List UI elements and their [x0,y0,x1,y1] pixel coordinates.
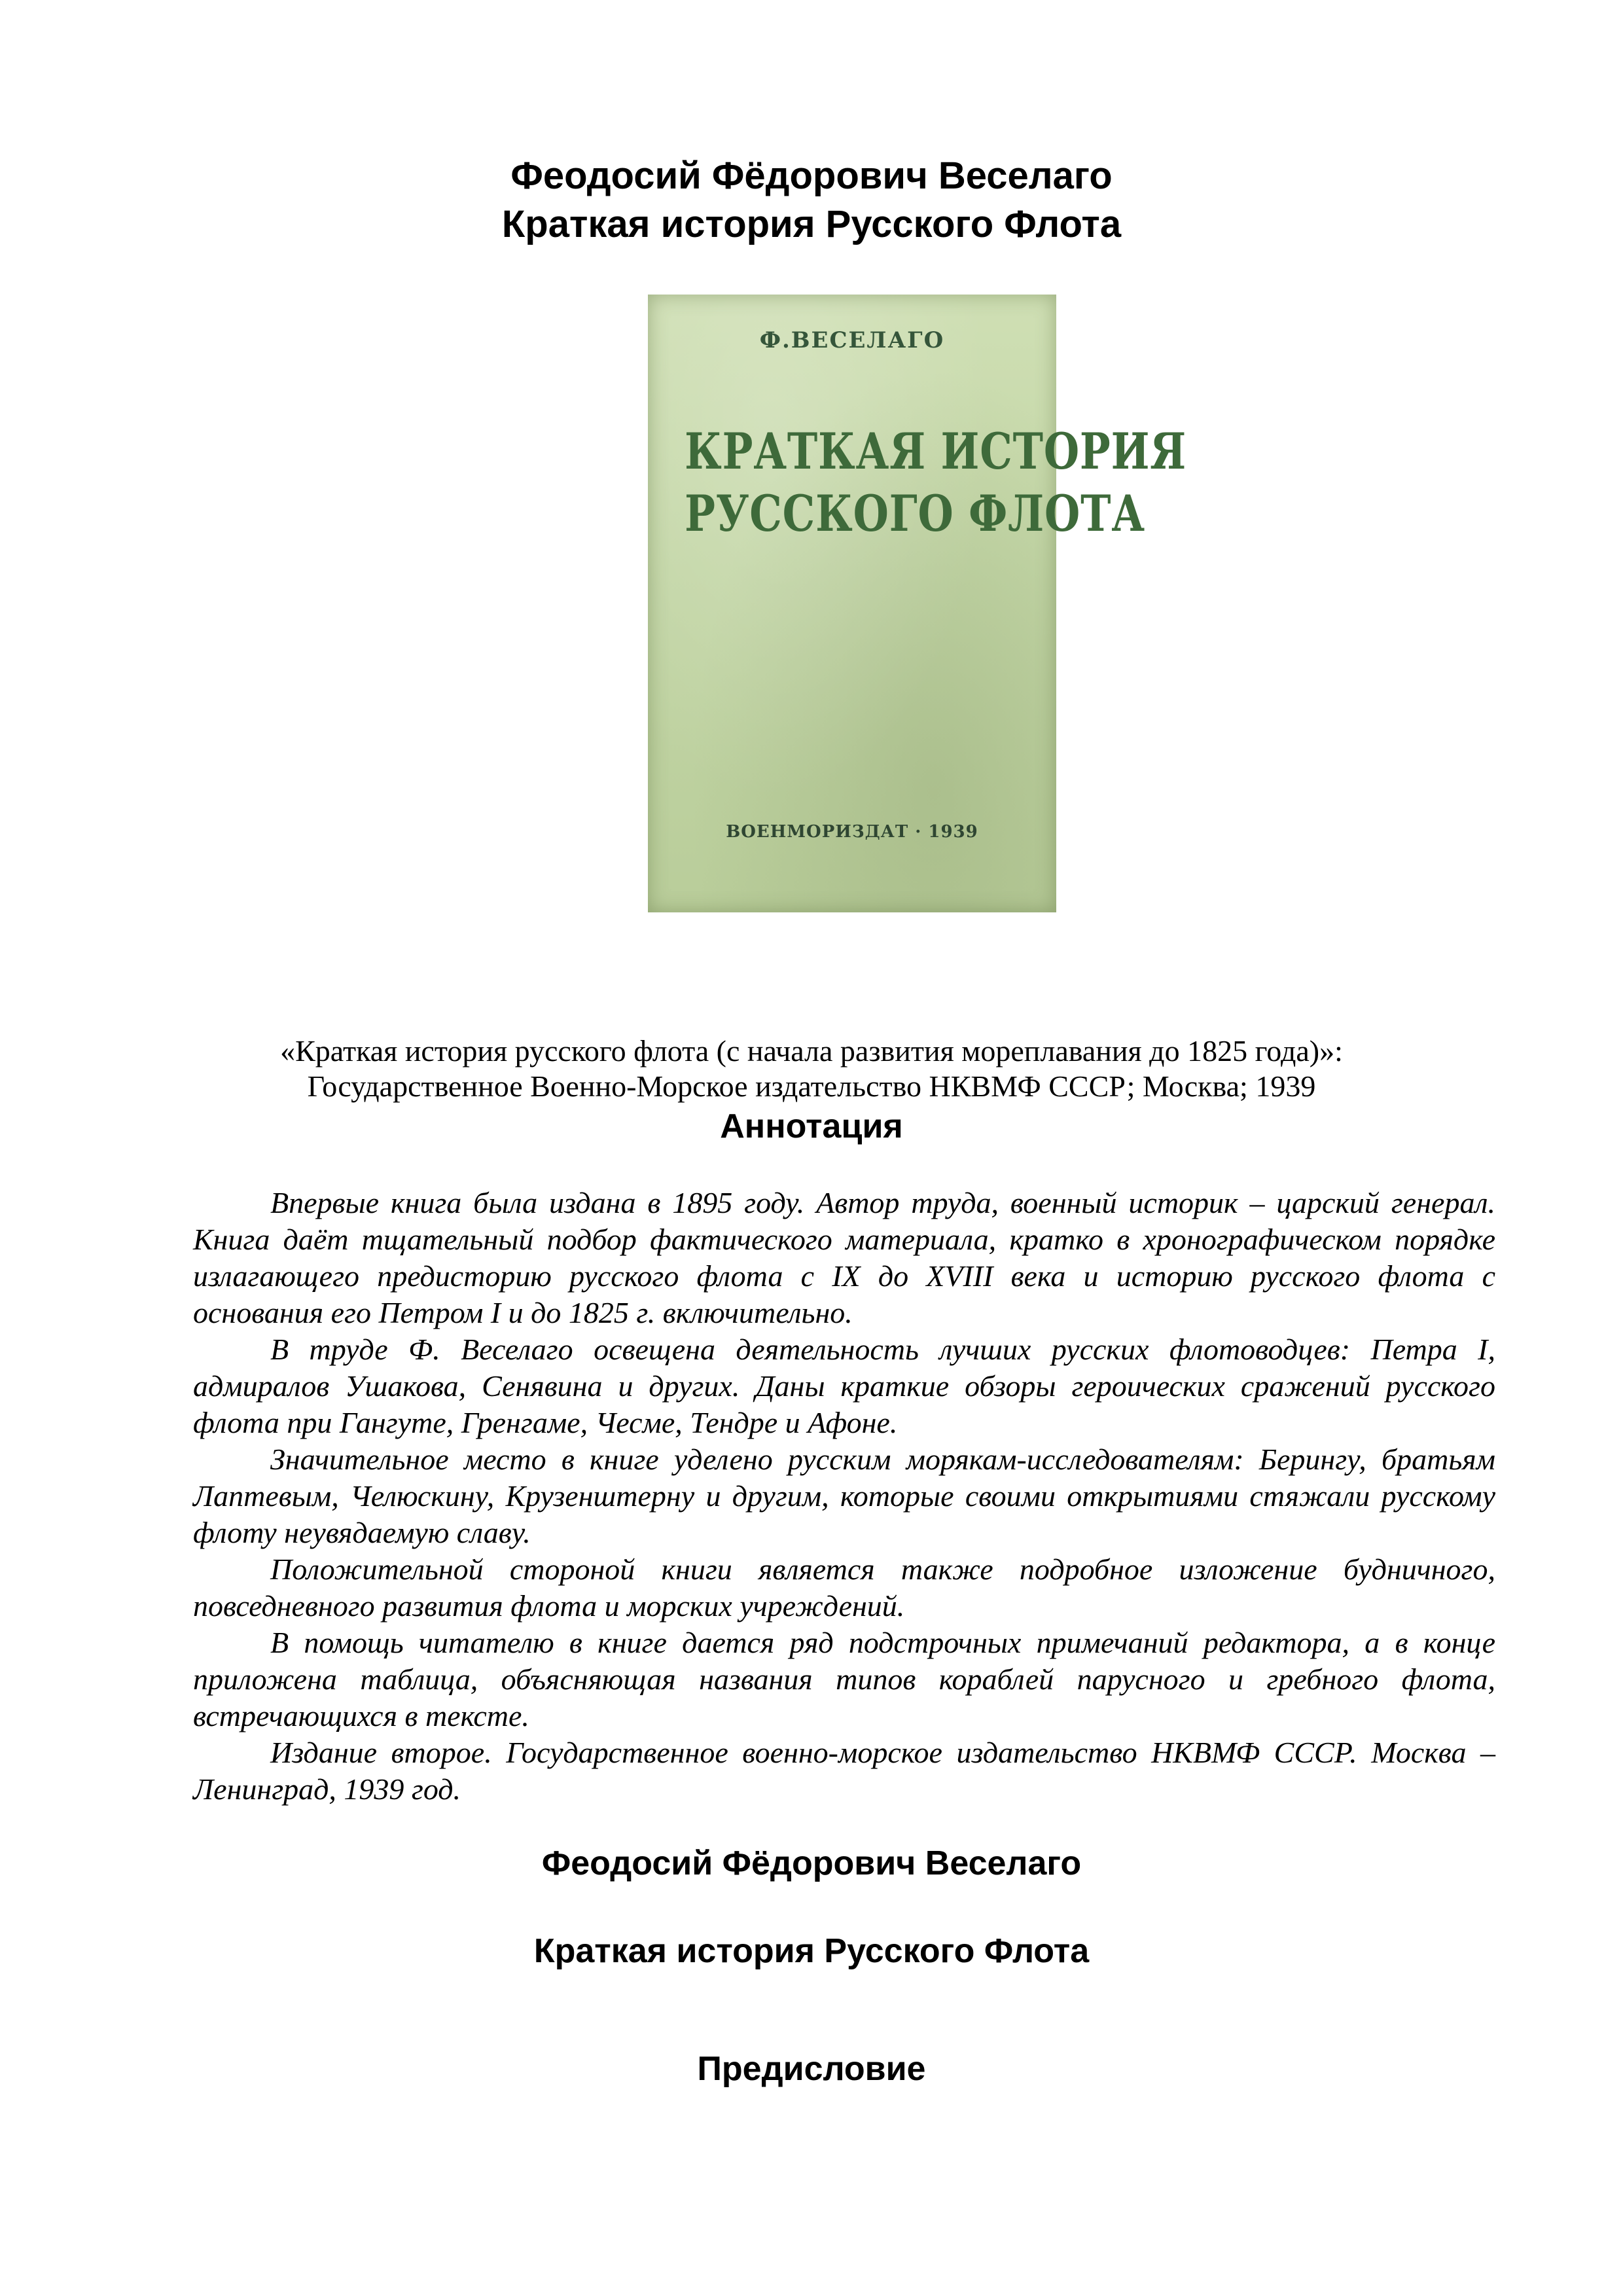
annotation-paragraph: В помощь читателю в книге дается ряд подстрочных примечаний редактора, а в конце приложена таблица, объясняющая названия типов кораблей парусного и гребного флота, встречающихся в тексте. [193,1626,1495,1732]
annotation-paragraph: Впервые книга была издана в 1895 году. Автор труда, военный историк – царский генерал. Книга даёт тщательный подбор фактического материала, кратко в хронографическом порядке излагающего предисторию русского флота с IX до XVIII века и историю русского флота с основания его Петром I и до 1825 г. включительно. [193,1186,1495,1329]
publication-info-line-1: «Краткая история русского флота (с начала развития мореплавания до 1825 года)»: [280,1034,1343,1067]
document-title-heading: Краткая история Русского Флота [501,203,1122,245]
cover-title-line-2: РУССКОГО ФЛОТА [685,484,1145,543]
cover-author: Ф.ВЕСЕЛАГО [759,327,945,353]
annotation-paragraph: Значительное место в книге уделено русским морякам-исследователям: Берингу, братьям Лаптевым, Челюскину, Крузенштерну и другим, которые своими открытиями стяжали русскому флоту неувядаемую славу. [193,1443,1495,1549]
annotation-paragraph: Положительной стороной книги является также подробное изложение будничного, повседневного развития флота и морских учреждений. [193,1552,1495,1623]
document-author-heading: Феодосий Фёдорович Веселаго [510,154,1113,197]
section-title-heading: Краткая история Русского Флота [533,1932,1090,1970]
annotation-paragraph: Издание второе. Государственное военно-морское издательство НКВМФ СССР. Москва – Ленинград, 1939 год. [193,1736,1495,1806]
annotation-body [193,1185,1495,1808]
annotation-paragraph: В труде Ф. Веселаго освещена деятельность лучших русских флотоводцев: Петра I, адмиралов Ушакова, Сенявина и других. Даны краткие обзоры героических сражений русского флота при Гангуте, Гренгаме, Чесме, Тендре и Афоне. [193,1333,1495,1439]
section-author-heading: Феодосий Фёдорович Веселаго [541,1844,1082,1882]
cover-title-line-1: КРАТКАЯ ИСТОРИЯ [685,422,1187,480]
cover-publisher: ВОЕНМОРИЗДАТ · 1939 [726,822,978,842]
book-cover-image [648,295,1187,912]
preface-heading: Предисловие [697,2050,926,2088]
annotation-heading: Аннотация [720,1107,903,1145]
publication-info-line-2: Государственное Военно-Морское издательство НКВМФ СССР; Москва; 1939 [307,1069,1316,1103]
